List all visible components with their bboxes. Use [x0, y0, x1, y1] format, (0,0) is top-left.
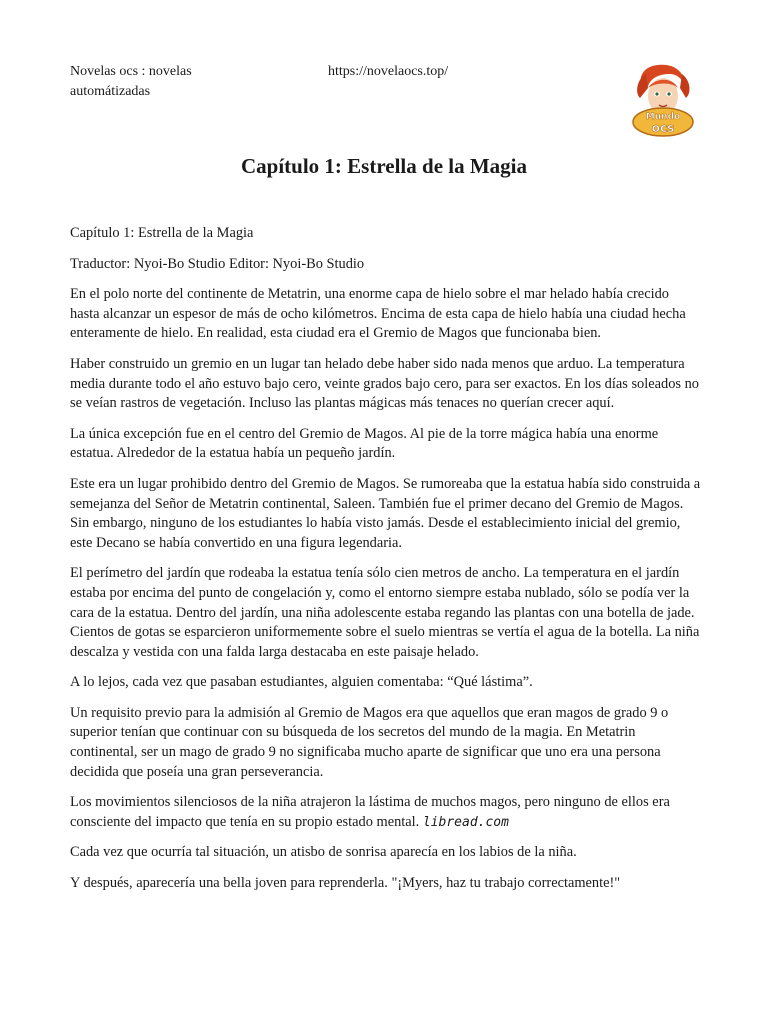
logo-text-top: Mundo	[645, 112, 681, 122]
paragraph: Y después, aparecería una bella joven para reprenderla. "¡Myers, haz tu trabajo correctamente!"	[70, 875, 621, 892]
paragraph: La única excepción fue en el centro del Gremio de Magos. Al pie de la torre mágica había una enorme estatua. Alrededor de la estatua había un pequeño jardín.	[70, 425, 659, 462]
paragraph: En el polo norte del continente de Metatrin, una enorme capa de hielo sobre el mar helado había crecido hasta alcanzar un espesor de más de ocho kilómetros. Encima de esta capa de hielo había una ciudad hecha enteramente de hielo. En realidad, esta ciudad era el Gremio de Magos que funcionaba bien.	[70, 286, 686, 342]
paragraph: Este era un lugar prohibido dentro del Gremio de Magos. Se rumoreaba que la estatua había sido construida a semejanza del Señor de Metatrin continental, Saleen. También fue el primer decano del Gremio de Magos. Sin embargo, ninguno de los estudiantes lo había visto jamás. Desde el establecimiento inicial del gremio, este Decano se había convertido en una figura legendaria.	[70, 475, 701, 551]
watermark-text: libread.com	[422, 814, 509, 830]
chapter-body	[70, 224, 702, 905]
site-name: Novelas ocs : novelas automátizadas	[70, 64, 192, 99]
site-url-link[interactable]: https://novelaocs.top/	[328, 64, 449, 79]
paragraph-text: Los movimientos silenciosos de la niña atrajeron la lástima de muchos magos, pero ninguno de ellos era consciente del impacto que tenía en su propio estado mental.	[70, 794, 670, 830]
paragraph: Haber construido un gremio en un lugar tan helado debe haber sido nada menos que arduo. La temperatura media durante todo el año estuvo bajo cero, veinte grados bajo cero, para ser exactos. En los días soleados no se veían rastros de vegetación. Incluso las plantas mágicas más tenaces no querían crecer aquí.	[70, 355, 699, 412]
paragraph: El perímetro del jardín que rodeaba la estatua tenía sólo cien metros de ancho. La temperatura en el jardín estaba por encima del punto de congelación y, como el entorno siempre estaba nublado, sólo se podía ver la cara de la estatua. Dentro del jardín, una niña adolescente estaba regando las plantas con una botella de jade. Cientos de gotas se esparcieron uniformemente sobre el suelo mientras se vertía el agua de la botella. La niña descalza y vestida con una falda larga destacaba en este paisaje helado.	[70, 565, 700, 660]
chapter-title: Capítulo 1: Estrella de la Magia	[240, 154, 528, 178]
paragraph: Traductor: Nyoi-Bo Studio Editor: Nyoi-Bo Studio	[70, 255, 365, 272]
paragraph: A lo lejos, cada vez que pasaban estudiantes, alguien comentaba: “Qué lástima”.	[70, 674, 533, 691]
paragraph-with-watermark	[70, 793, 702, 832]
paragraph: Capítulo 1: Estrella de la Magia	[70, 225, 254, 241]
paragraph: Cada vez que ocurría tal situación, un atisbo de sonrisa aparecía en los labios de la niña.	[70, 844, 577, 861]
mundo-ocs-logo	[626, 62, 700, 138]
logo-text-bottom: ocs	[651, 121, 675, 135]
paragraph: Un requisito previo para la admisión al Gremio de Magos era que aquellos que eran magos de grado 9 o superior tenían que continuar con su búsqueda de los secretos del mundo de la magia. En Metatrin continental, ser un mago de grado 9 no significaba mucho aparte de significar que uno era una persona decidida que poseía una gran perseverancia.	[70, 704, 669, 780]
page-header	[70, 62, 710, 142]
